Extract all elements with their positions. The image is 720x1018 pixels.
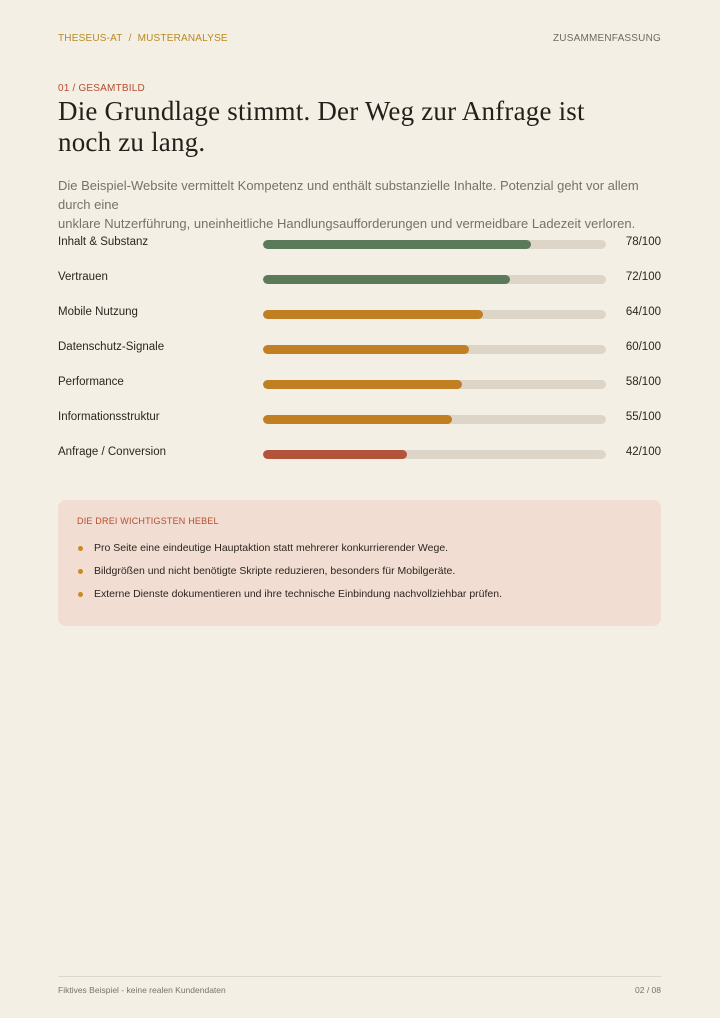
score-row <box>58 376 661 411</box>
score-row <box>58 306 661 341</box>
score-bar-fill <box>263 415 452 424</box>
page-title-line-1: Die Grundlage stimmt. Der Weg zur Anfrage ist <box>58 96 585 126</box>
section-label: 01 / GESAMTBILD <box>58 83 145 94</box>
key-levers-box <box>58 500 661 626</box>
score-bar-fill <box>263 450 407 459</box>
bullet-icon <box>78 592 83 597</box>
score-row <box>58 341 661 376</box>
breadcrumb-section: MUSTERANALYSE <box>137 33 228 44</box>
score-bar-track <box>263 310 606 319</box>
score-value: 42/100 <box>625 446 661 458</box>
list-item-text: Bildgrößen und nicht benötigte Skripte reduzieren, besonders für Mobilgeräte. <box>94 565 456 577</box>
brand-name: THESEUS-AT <box>58 33 123 44</box>
page-title <box>58 96 628 158</box>
score-label: Inhalt & Substanz <box>58 236 149 248</box>
intro-line-2: unklare Nutzerführung, uneinheitliche Handlungsaufforderungen und vermeidbare Ladezeit verloren. <box>58 216 636 231</box>
score-label: Performance <box>58 376 124 388</box>
score-label: Informationsstruktur <box>58 411 160 423</box>
score-value: 64/100 <box>625 306 661 318</box>
score-bar-track <box>263 345 606 354</box>
top-bar <box>58 33 661 47</box>
score-value: 60/100 <box>625 341 661 353</box>
score-row <box>58 446 661 481</box>
score-value: 58/100 <box>625 376 661 388</box>
score-bar-track <box>263 415 606 424</box>
bullet-icon <box>78 569 83 574</box>
score-bar-fill <box>263 310 483 319</box>
score-bar-track <box>263 380 606 389</box>
score-bar-track <box>263 240 606 249</box>
score-bar-track <box>263 275 606 284</box>
list-item-text: Externe Dienste dokumentieren und ihre technische Einbindung nachvollziehbar prüfen. <box>94 588 503 600</box>
score-row <box>58 236 661 271</box>
score-value: 55/100 <box>625 411 661 423</box>
breadcrumb <box>58 33 228 44</box>
score-bar-fill <box>263 275 510 284</box>
score-value: 72/100 <box>625 271 661 283</box>
intro-line-1: Die Beispiel-Website vermittelt Kompetenz und enthält substanzielle Inhalte. Potenzial geht vor allem durch eine <box>58 178 639 212</box>
score-row <box>58 411 661 446</box>
score-row <box>58 271 661 306</box>
report-page <box>58 0 661 1018</box>
list-item <box>77 541 642 564</box>
list-item <box>77 587 642 610</box>
score-bar-track <box>263 450 606 459</box>
page-footer <box>58 976 661 995</box>
score-bar-fill <box>263 380 462 389</box>
list-item-text: Pro Seite eine eindeutige Hauptaktion statt mehrerer konkurrierender Wege. <box>94 542 449 554</box>
score-label: Mobile Nutzung <box>58 306 138 318</box>
intro-paragraph <box>58 176 661 233</box>
page-title-line-2: noch zu lang. <box>58 127 206 157</box>
score-bar-fill <box>263 345 469 354</box>
bullet-icon <box>78 546 83 551</box>
score-bar-fill <box>263 240 531 249</box>
list-item <box>77 564 642 587</box>
footer-disclaimer: Fiktives Beispiel - keine realen Kundendaten <box>58 985 226 995</box>
page-number: 02 / 08 <box>635 985 661 995</box>
score-list <box>58 236 661 481</box>
document-section-label: ZUSAMMENFASSUNG <box>552 33 661 44</box>
score-label: Datenschutz-Signale <box>58 341 165 353</box>
score-label: Vertrauen <box>58 271 108 283</box>
score-value: 78/100 <box>625 236 661 248</box>
key-levers-title: DIE DREI WICHTIGSTEN HEBEL <box>77 516 219 526</box>
breadcrumb-separator: / <box>128 33 132 44</box>
score-label: Anfrage / Conversion <box>58 446 167 458</box>
key-levers-list <box>77 541 642 610</box>
